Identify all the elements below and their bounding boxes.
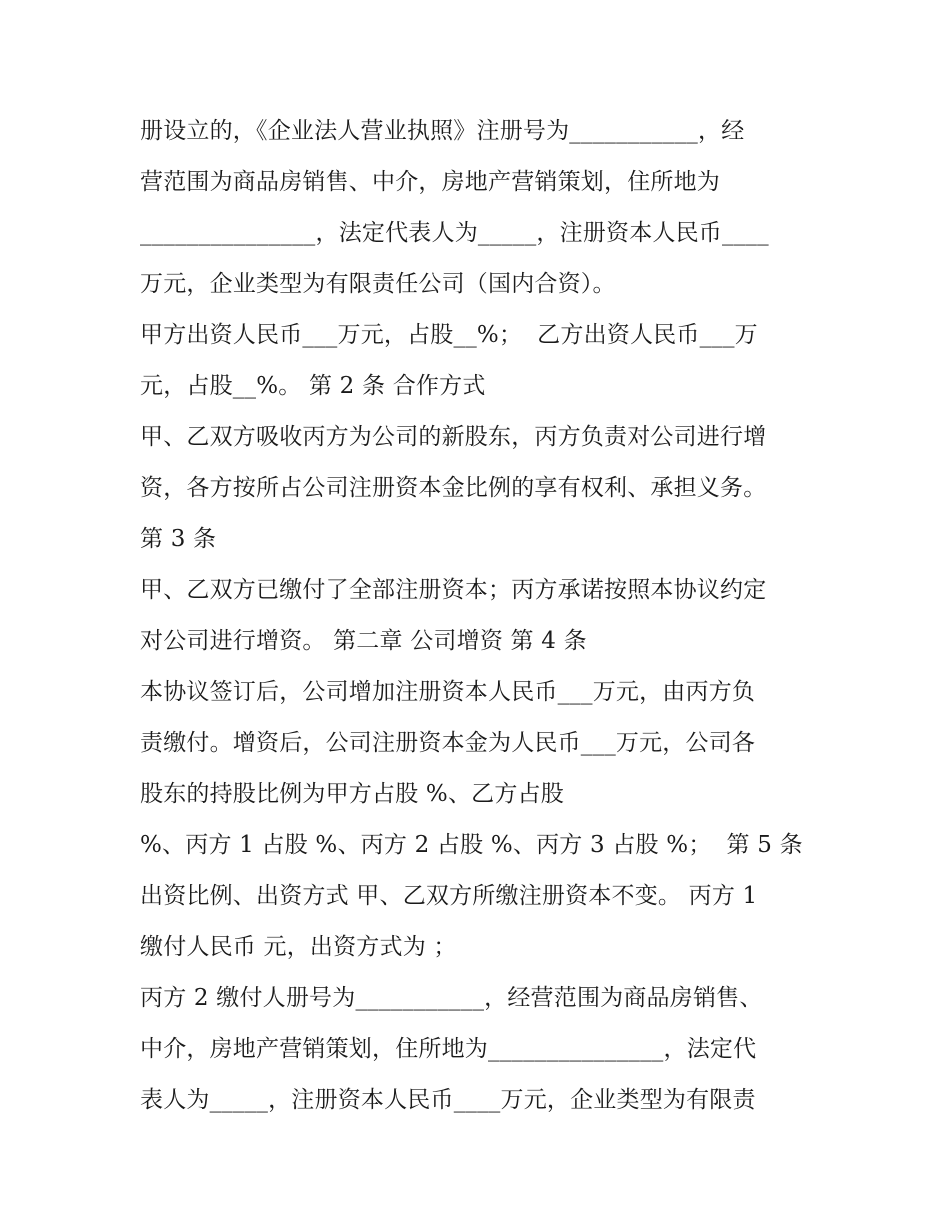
document-body: [140, 106, 820, 1126]
text-line: 甲、乙双方吸收丙方为公司的新股东，丙方负责对公司进行增: [140, 424, 767, 450]
text-line: 册设立的，《企业法人营业执照》注册号为___________，经: [140, 118, 745, 144]
text-line: 股东的持股比例为甲方占股 %、乙方占股: [140, 781, 564, 807]
text-line: 缴付人民币 元，出资方式为 ；: [140, 934, 457, 960]
text-line: _______________，法定代表人为_____，注册资本人民币____: [140, 220, 769, 246]
text-line: 元，占股__%。 第 2 条 合作方式: [140, 373, 486, 399]
text-line: %、丙方 1 占股 %、丙方 2 占股 %、丙方 3 占股 %； 第 5 条: [140, 832, 803, 858]
text-line: 营范围为商品房销售、中介，房地产营销策划，住所地为: [140, 169, 720, 195]
text-line: 万元，企业类型为有限责任公司（国内合资）。: [140, 271, 616, 297]
text-line: 本协议签订后，公司增加注册资本人民币___万元，由丙方负: [140, 679, 756, 705]
text-line: 丙方 2 缴付人册号为___________，经营范围为商品房销售、: [140, 985, 763, 1011]
text-line: 对公司进行增资。 第二章 公司增资 第 4 条: [140, 628, 587, 654]
text-line: 中介，房地产营销策划，住所地为_______________，法定代: [140, 1036, 757, 1062]
text-line: 甲方出资人民币___万元，占股__%； 乙方出资人民币___万: [140, 322, 758, 348]
text-line: 责缴付。增资后，公司注册资本金为人民币___万元，公司各: [140, 730, 756, 756]
text-line: 第 3 条: [140, 526, 217, 552]
text-line: 甲、乙双方已缴付了全部注册资本；丙方承诺按照本协议约定: [140, 577, 767, 603]
text-line: 表人为_____，注册资本人民币____万元，企业类型为有限责: [140, 1087, 756, 1113]
text-line: 出资比例、出资方式 甲、乙双方所缴注册资本不变。 丙方 1: [140, 883, 758, 909]
text-line: 资，各方按所占公司注册资本金比例的享有权利、承担义务。: [140, 475, 767, 501]
